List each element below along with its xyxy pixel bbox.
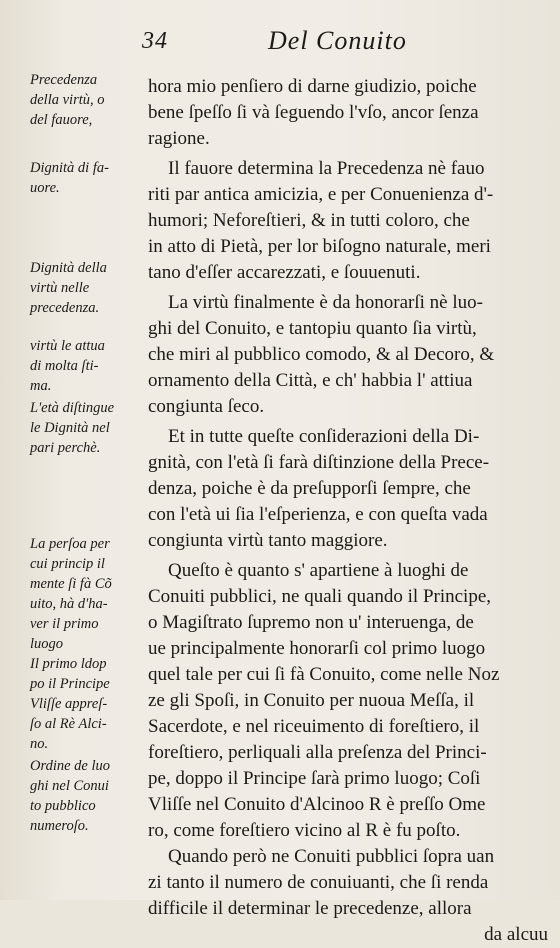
margin-note-line: di molta ſti- <box>30 358 99 374</box>
margin-note-line: Dignità della <box>30 260 107 276</box>
margin-note-line: ma. <box>30 378 52 394</box>
margin-note-line: Il primo ldop <box>30 656 107 672</box>
catchword: da alcuu <box>484 924 548 945</box>
body-line: Sacerdote, e nel riceuimento di foreſtiero, il <box>148 716 480 737</box>
body-line: ghi del Conuito, e tantopiu quanto ſia virtù, <box>148 318 477 339</box>
margin-note-honored-person <box>30 534 140 654</box>
margin-note-line: Dignità di fa- <box>30 160 109 176</box>
running-head: Del Conuito <box>268 26 407 55</box>
margin-note-line: ghi nel Conui <box>30 778 109 794</box>
page-number: 34 <box>142 28 168 54</box>
body-line: gnità, con l'età ſi farà diſtinzione della Prece- <box>148 452 490 473</box>
margin-note-seat-order <box>30 756 140 836</box>
margin-note-line: della virtù, o <box>30 92 105 108</box>
margin-note-age <box>30 398 140 458</box>
margin-note-line: virtù le attua <box>30 338 105 354</box>
body-line: pe, doppo il Principe ſarà primo luogo; Coſi <box>148 768 481 789</box>
body-line: foreſtiero, perliquali alla preſenza del Princi- <box>148 742 487 763</box>
margin-note-line: pari perchè. <box>30 440 101 456</box>
body-line: difficile il determinar le precedenze, allora <box>148 898 472 919</box>
margin-note-line: luogo <box>30 636 64 652</box>
body-line: humori; Neforeſtieri, & in tutti coloro, che <box>148 210 470 231</box>
margin-note-line: to pubblico <box>30 798 96 814</box>
margin-note-line: le Dignità nel <box>30 420 110 436</box>
margin-note-line: uore. <box>30 180 60 196</box>
body-line: ro, come foreſtiero vicino al R è fu poſto. <box>148 820 461 841</box>
margin-note-favor <box>30 158 140 198</box>
margin-note-line: mente ſi fà Cõ <box>30 576 112 592</box>
margin-note-ulysses <box>30 654 140 754</box>
margin-note-line: uito, hà d'ha- <box>30 596 108 612</box>
body-line: che miri al pubblico comodo, & al Decoro, & <box>148 344 495 365</box>
margin-note-precedence <box>30 70 140 130</box>
body-line: ornamento della Città, e ch' habbia l' attiua <box>148 370 473 391</box>
body-line: denza, poiche è da preſupporſi ſempre, che <box>148 478 471 499</box>
body-line: hora mio penſiero di darne giudizio, poiche <box>148 76 477 97</box>
margin-note-virtue <box>30 258 140 318</box>
body-line: Vliſſe nel Conuito d'Alcinoo R è preſſo Ome <box>148 794 486 815</box>
margin-note-line: ſo al Rè Alci- <box>30 716 107 732</box>
margin-note-active-virtue <box>30 336 140 396</box>
margin-note-line: cui princip il <box>30 556 105 572</box>
body-line: con l'età ui ſia l'eſperienza, e con queſta vada <box>148 504 488 525</box>
page-header <box>140 22 560 58</box>
margin-note-line: Precedenza <box>30 72 98 88</box>
body-line: Il fauore determina la Precedenza nè fauo <box>168 158 485 179</box>
body-line: congiunta virtù tanto maggiore. <box>148 530 388 551</box>
body-line: riti par antica amicizia, e per Conuenienza d'- <box>148 184 494 205</box>
margin-note-line: numeroſo. <box>30 818 89 834</box>
body-line: tano d'eſſer accarezzati, e ſouuenuti. <box>148 262 421 283</box>
body-line: congiunta ſeco. <box>148 396 265 417</box>
body-line: ragione. <box>148 128 210 149</box>
body-line: La virtù finalmente è da honorarſi nè luo- <box>168 292 483 313</box>
body-line: o Magiſtrato ſupremo non u' interuenga, de <box>148 612 474 633</box>
margin-note-line: virtù nelle <box>30 280 90 296</box>
body-line: Conuiti pubblici, ne quali quando il Principe, <box>148 586 492 607</box>
body-line: in atto di Pietà, per lor biſogno naturale, meri <box>148 236 491 257</box>
margin-note-line: no. <box>30 736 49 752</box>
body-line: Et in tutte queſte conſiderazioni della Di- <box>168 426 480 447</box>
margin-note-line: Ordine de luo <box>30 758 111 774</box>
margin-note-line: precedenza. <box>30 300 100 316</box>
margin-note-line: Vliſſe appreſ- <box>30 696 108 712</box>
body-line: zi tanto il numero de conuiuanti, che ſi renda <box>148 872 489 893</box>
margin-note-line: del fauore, <box>30 112 93 128</box>
body-line: bene ſpeſſo ſi và ſeguendo l'vſo, ancor ſenza <box>148 102 479 123</box>
body-text <box>148 74 548 948</box>
margin-note-line: L'età diſtingue <box>30 400 115 416</box>
body-line: ue principalmente honorarſi col primo luogo <box>148 638 486 659</box>
margin-note-line: po il Principe <box>30 676 110 692</box>
margin-note-line: ver il primo <box>30 616 99 632</box>
body-line: ze gli Spoſi, in Conuito per nuoua Meſſa, il <box>148 690 475 711</box>
margin-note-line: La perſoa per <box>30 536 110 552</box>
body-line: Quando però ne Conuiti pubblici ſopra uan <box>168 846 495 867</box>
body-line: Queſto è quanto s' apartiene à luoghi de <box>168 560 469 581</box>
body-line: quel tale per cui ſi fà Conuito, come nelle Noz <box>148 664 500 685</box>
